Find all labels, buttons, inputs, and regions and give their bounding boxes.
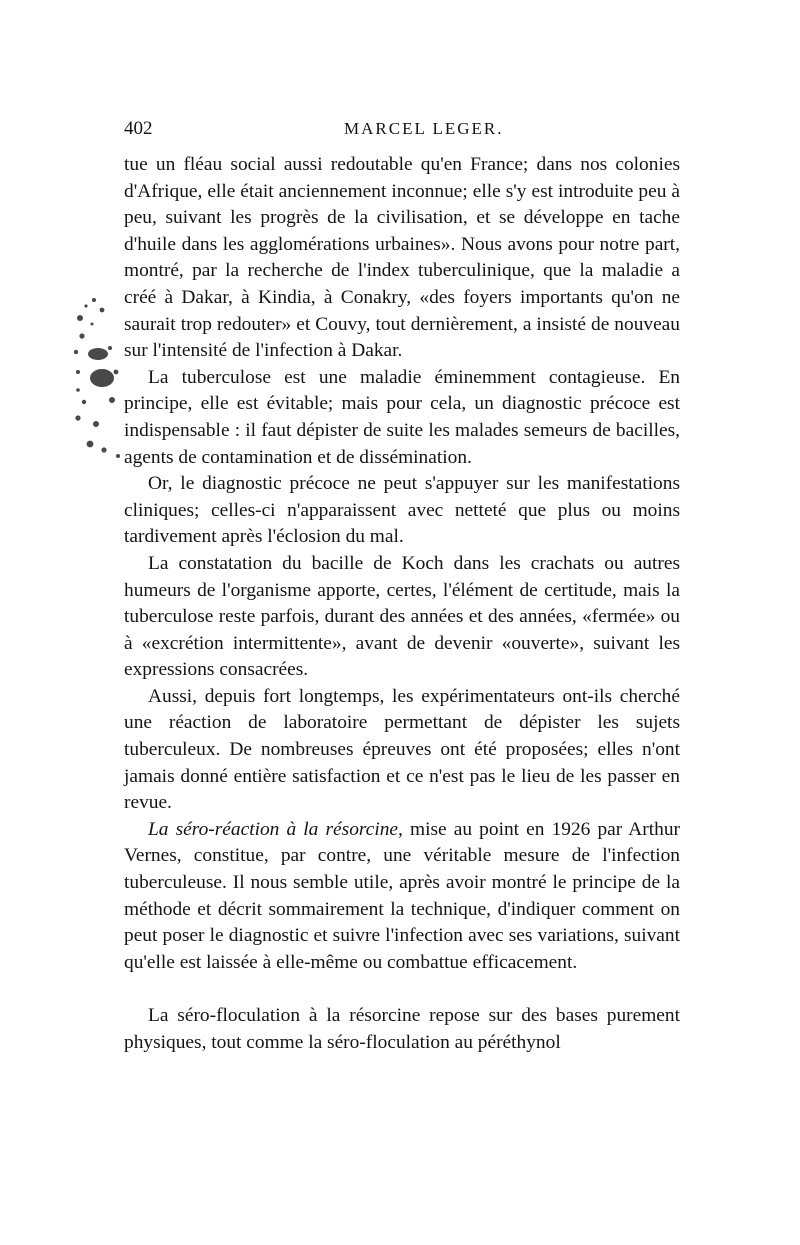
body-text [124,152,680,1057]
paragraph: La constatation du bacille de Koch dans les crachats ou autres humeurs de l'organisme apporte, certes, l'élément de certitude, mais la tuberculose reste parfois, durant des années et des années, «fermée» ou à «excrétion intermittente», avant de devenir «ouverte», suivant les expressions consacrées. [124,552,680,681]
paragraph: La tuberculose est une maladie éminemment contagieuse. En principe, elle est évitable; mais pour cela, un diagnostic précoce est indispensable : il faut dépister de suite les malades semeurs de bacilles, agents de contamination et de dissémination. [124,366,680,468]
paragraph: Or, le diagnostic précoce ne peut s'appuyer sur les manifestations cliniques; celles-ci n'apparaissent avec netteté que plus ou moins tardivement après l'éclosion du mal. [124,473,680,548]
page-number: 402 [124,118,153,139]
paragraph [124,817,680,977]
running-title: MARCEL LEGER. [344,119,504,138]
paragraph: Aussi, depuis fort longtemps, les expérimentateurs ont-ils cherché une réaction de laboratoire permettant de dépister les sujets tuberculeux. De nombreuses épreuves ont été proposées; elles n'ont jamais donné entière satisfaction et ce n'est pas le lieu de les passer en revue. [124,685,680,814]
running-head [124,116,678,142]
ink-stain-mark [72,292,128,468]
paragraph-text: mise au point en 1926 par Arthur Vernes, constitue, par contre, une véritable mesure de l'infection tuberculeuse. Il nous semble utile, après avoir montré le principe de la méthode et décrit sommairement la technique, d'indiquer comment on peut poser le diagnostic et suivre l'infection avec ses variations, suivant qu'elle est laissée à elle-même ou combattue efficacement. [124,818,680,973]
paragraph: tue un fléau social aussi redoutable qu'en France; dans nos colonies d'Afrique, elle était anciennement inconnue; elle s'y est introduite peu à peu, suivant les progrès de la civilisation, et se développe en tache d'huile dans les agglomérations urbaines». Nous avons pour notre part, montré, par la recherche de l'index tuberculinique, que la maladie a créé à Dakar, à Kindia, à Conakry, «des foyers importants qu'on ne saurait trop redouter» et Couvy, tout dernièrement, a insisté de nouveau sur l'intensité de l'infection à Dakar. [124,154,680,362]
paragraph: La séro-floculation à la résorcine repose sur des bases purement physiques, tout comme la séro-floculation au péréthynol [124,1005,680,1053]
italic-lead: La séro-réaction à la résorcine, [148,818,403,840]
